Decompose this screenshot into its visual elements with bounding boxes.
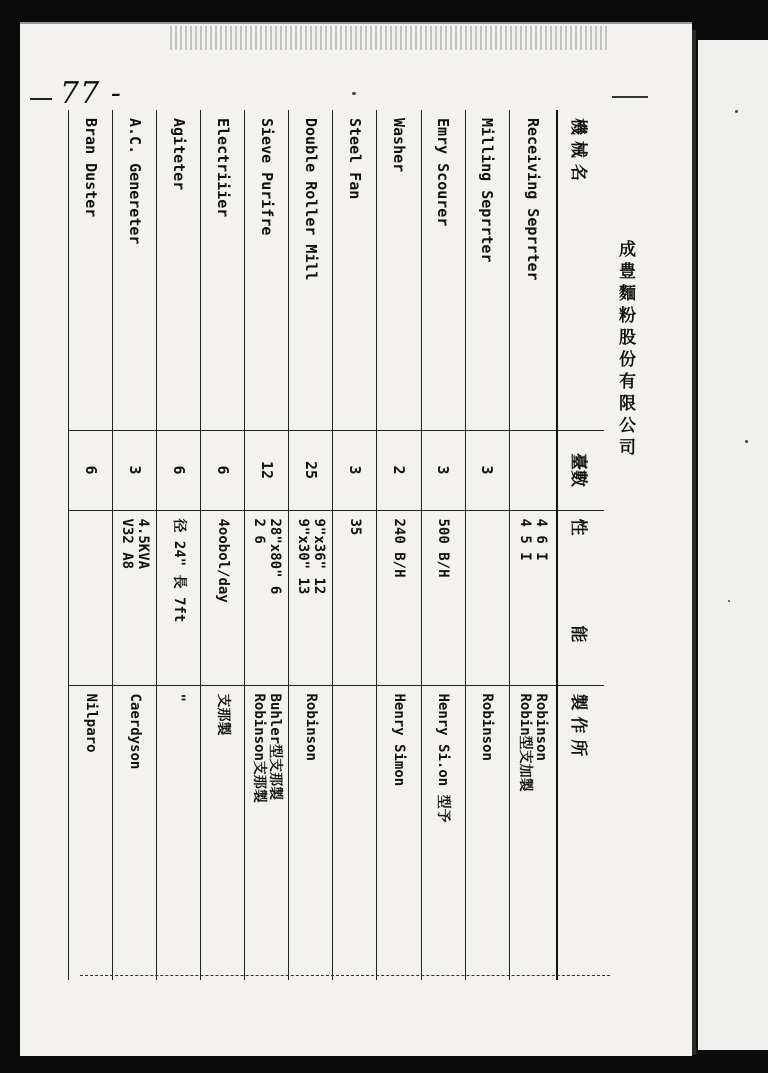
machine-name: A.C. Genereter (125, 118, 144, 245)
spec-cell (113, 510, 157, 685)
manufacturer-line-1: 支那製 (214, 693, 231, 736)
machine-name-cell (245, 110, 289, 430)
machine-name-cell (333, 110, 377, 430)
machine-name-cell (465, 110, 509, 430)
header-spec (557, 510, 604, 685)
table-row (289, 110, 333, 980)
manufacturer-cell (421, 685, 465, 980)
machine-name-cell (289, 110, 333, 430)
margin-dash-top (612, 96, 648, 98)
manufacturer-line-1: Robinson (532, 693, 549, 761)
manufacturer-cell (201, 685, 245, 980)
quantity-cell (465, 430, 509, 510)
table-row (113, 110, 157, 980)
machine-name-cell (421, 110, 465, 430)
spec-cell (465, 510, 509, 685)
quantity-cell (201, 430, 245, 510)
machine-name: Double Roller Mill (301, 118, 320, 281)
manufacturer-cell (113, 685, 157, 980)
quantity: 3 (125, 465, 144, 475)
spec-line-1: 4oobol/day (214, 518, 231, 603)
spec-line-2: V32 A8 (118, 518, 135, 570)
spec-cell (245, 510, 289, 685)
spec-cell (201, 510, 245, 685)
speck (352, 92, 356, 95)
page-number: 77 - (60, 76, 122, 111)
machine-name: Agiteter (169, 118, 188, 191)
table-row (245, 110, 289, 980)
machinery-table-rotated (68, 110, 604, 980)
quantity-cell (421, 430, 465, 510)
bottom-rule (80, 975, 610, 976)
spec-line-2: 4 5 I (516, 518, 533, 561)
quantity-cell (113, 430, 157, 510)
machine-name: Sieve Purifre (257, 118, 276, 236)
table-header-row (557, 110, 604, 980)
quantity: 6 (81, 465, 100, 475)
table-row (421, 110, 465, 980)
spec-line-1: 28"x80" 6 (266, 518, 283, 595)
manufacturer-cell (69, 685, 113, 980)
quantity-cell (377, 430, 421, 510)
manufacturer-line-1: Buhler型支那製 (266, 693, 283, 801)
quantity: 6 (213, 465, 232, 475)
quantity-cell (245, 430, 289, 510)
table-row (157, 110, 201, 980)
machine-name-cell (509, 110, 556, 430)
manufacturer-cell (377, 685, 421, 980)
spec-line-1: 4 6 I (532, 518, 549, 561)
header-machine-name: 機 械 名 (557, 110, 604, 430)
machine-name: Bran Duster (81, 118, 100, 218)
spec-cell (377, 510, 421, 685)
company-name: 成豊麵粉股份有限公司 (615, 240, 635, 460)
header-quantity: 臺數 (557, 430, 604, 510)
table-row (465, 110, 509, 980)
machinery-table (68, 110, 604, 980)
manufacturer-cell (509, 685, 556, 980)
manufacturer-line-1: " (170, 693, 187, 702)
manufacturer-cell (333, 685, 377, 980)
manufacturer-cell (289, 685, 333, 980)
machine-name-cell (377, 110, 421, 430)
header-spec-part1: 性 (568, 518, 589, 536)
quantity-cell (69, 430, 113, 510)
manufacturer-cell (157, 685, 201, 980)
header-manufacturer: 製 作 所 (557, 685, 604, 980)
manufacturer-cell (465, 685, 509, 980)
table-row (377, 110, 421, 980)
spec-line-1: 500 B/H (435, 518, 452, 578)
spec-line-2: 9"x30" 13 (294, 518, 311, 595)
table-row (69, 110, 113, 980)
table-row (509, 110, 556, 980)
quantity: 3 (345, 465, 364, 475)
quantity-cell (157, 430, 201, 510)
quantity: 6 (169, 465, 188, 475)
table-row (201, 110, 245, 980)
spec-line-1: 径 24" 長 7ft (170, 518, 187, 623)
speck (728, 600, 730, 602)
manufacturer-line-1: Henry Simon (391, 693, 408, 787)
spec-cell (509, 510, 556, 685)
manufacturer-cell (245, 685, 289, 980)
spec-line-1: 240 B/H (391, 518, 408, 578)
machine-name-cell (157, 110, 201, 430)
manufacturer-line-1: Caerdyson (126, 693, 143, 770)
speck (735, 110, 738, 113)
speck (745, 440, 748, 443)
table-row (333, 110, 377, 980)
machine-name: Steel Fan (345, 118, 364, 200)
quantity: 3 (434, 465, 453, 475)
machine-name: Electriiier (213, 118, 232, 218)
spec-cell (157, 510, 201, 685)
header-spec-part2: 能 (568, 625, 589, 643)
manufacturer-line-2: Robin型支加製 (516, 693, 533, 792)
machine-name-cell (113, 110, 157, 430)
manufacturer-line-2: Robinson支那製 (250, 693, 267, 803)
quantity-cell (289, 430, 333, 510)
spec-cell (421, 510, 465, 685)
manufacturer-line-1: Robinson (479, 693, 496, 761)
spec-cell (333, 510, 377, 685)
margin-dash (30, 98, 52, 100)
machine-name: Receiving Seprrter (523, 118, 542, 281)
spec-line-1: 35 (346, 518, 363, 536)
machine-name-cell (69, 110, 113, 430)
quantity-cell (333, 430, 377, 510)
quantity: 3 (478, 465, 497, 475)
manufacturer-line-1: Robinson (302, 693, 319, 761)
spec-line-2: 2 6 (250, 518, 267, 544)
machine-name: Milling Seprrter (478, 118, 497, 263)
manufacturer-line-1: Henry Si.on 型予 (435, 693, 452, 823)
header-smudge (170, 26, 610, 50)
spec-cell (69, 510, 113, 685)
machine-name-cell (201, 110, 245, 430)
spec-cell (289, 510, 333, 685)
spec-line-1: 9"x36" 12 (310, 518, 327, 595)
machine-name: Emry Scourer (434, 118, 453, 227)
quantity-cell (509, 430, 556, 510)
quantity: 2 (390, 465, 409, 475)
facing-page (698, 40, 768, 1050)
spec-line-1: 4.5KVA (134, 518, 151, 570)
quantity: 12 (257, 460, 276, 480)
machine-name: Washer (390, 118, 409, 173)
quantity: 25 (301, 460, 320, 480)
manufacturer-line-1: Nilparo (82, 693, 99, 753)
